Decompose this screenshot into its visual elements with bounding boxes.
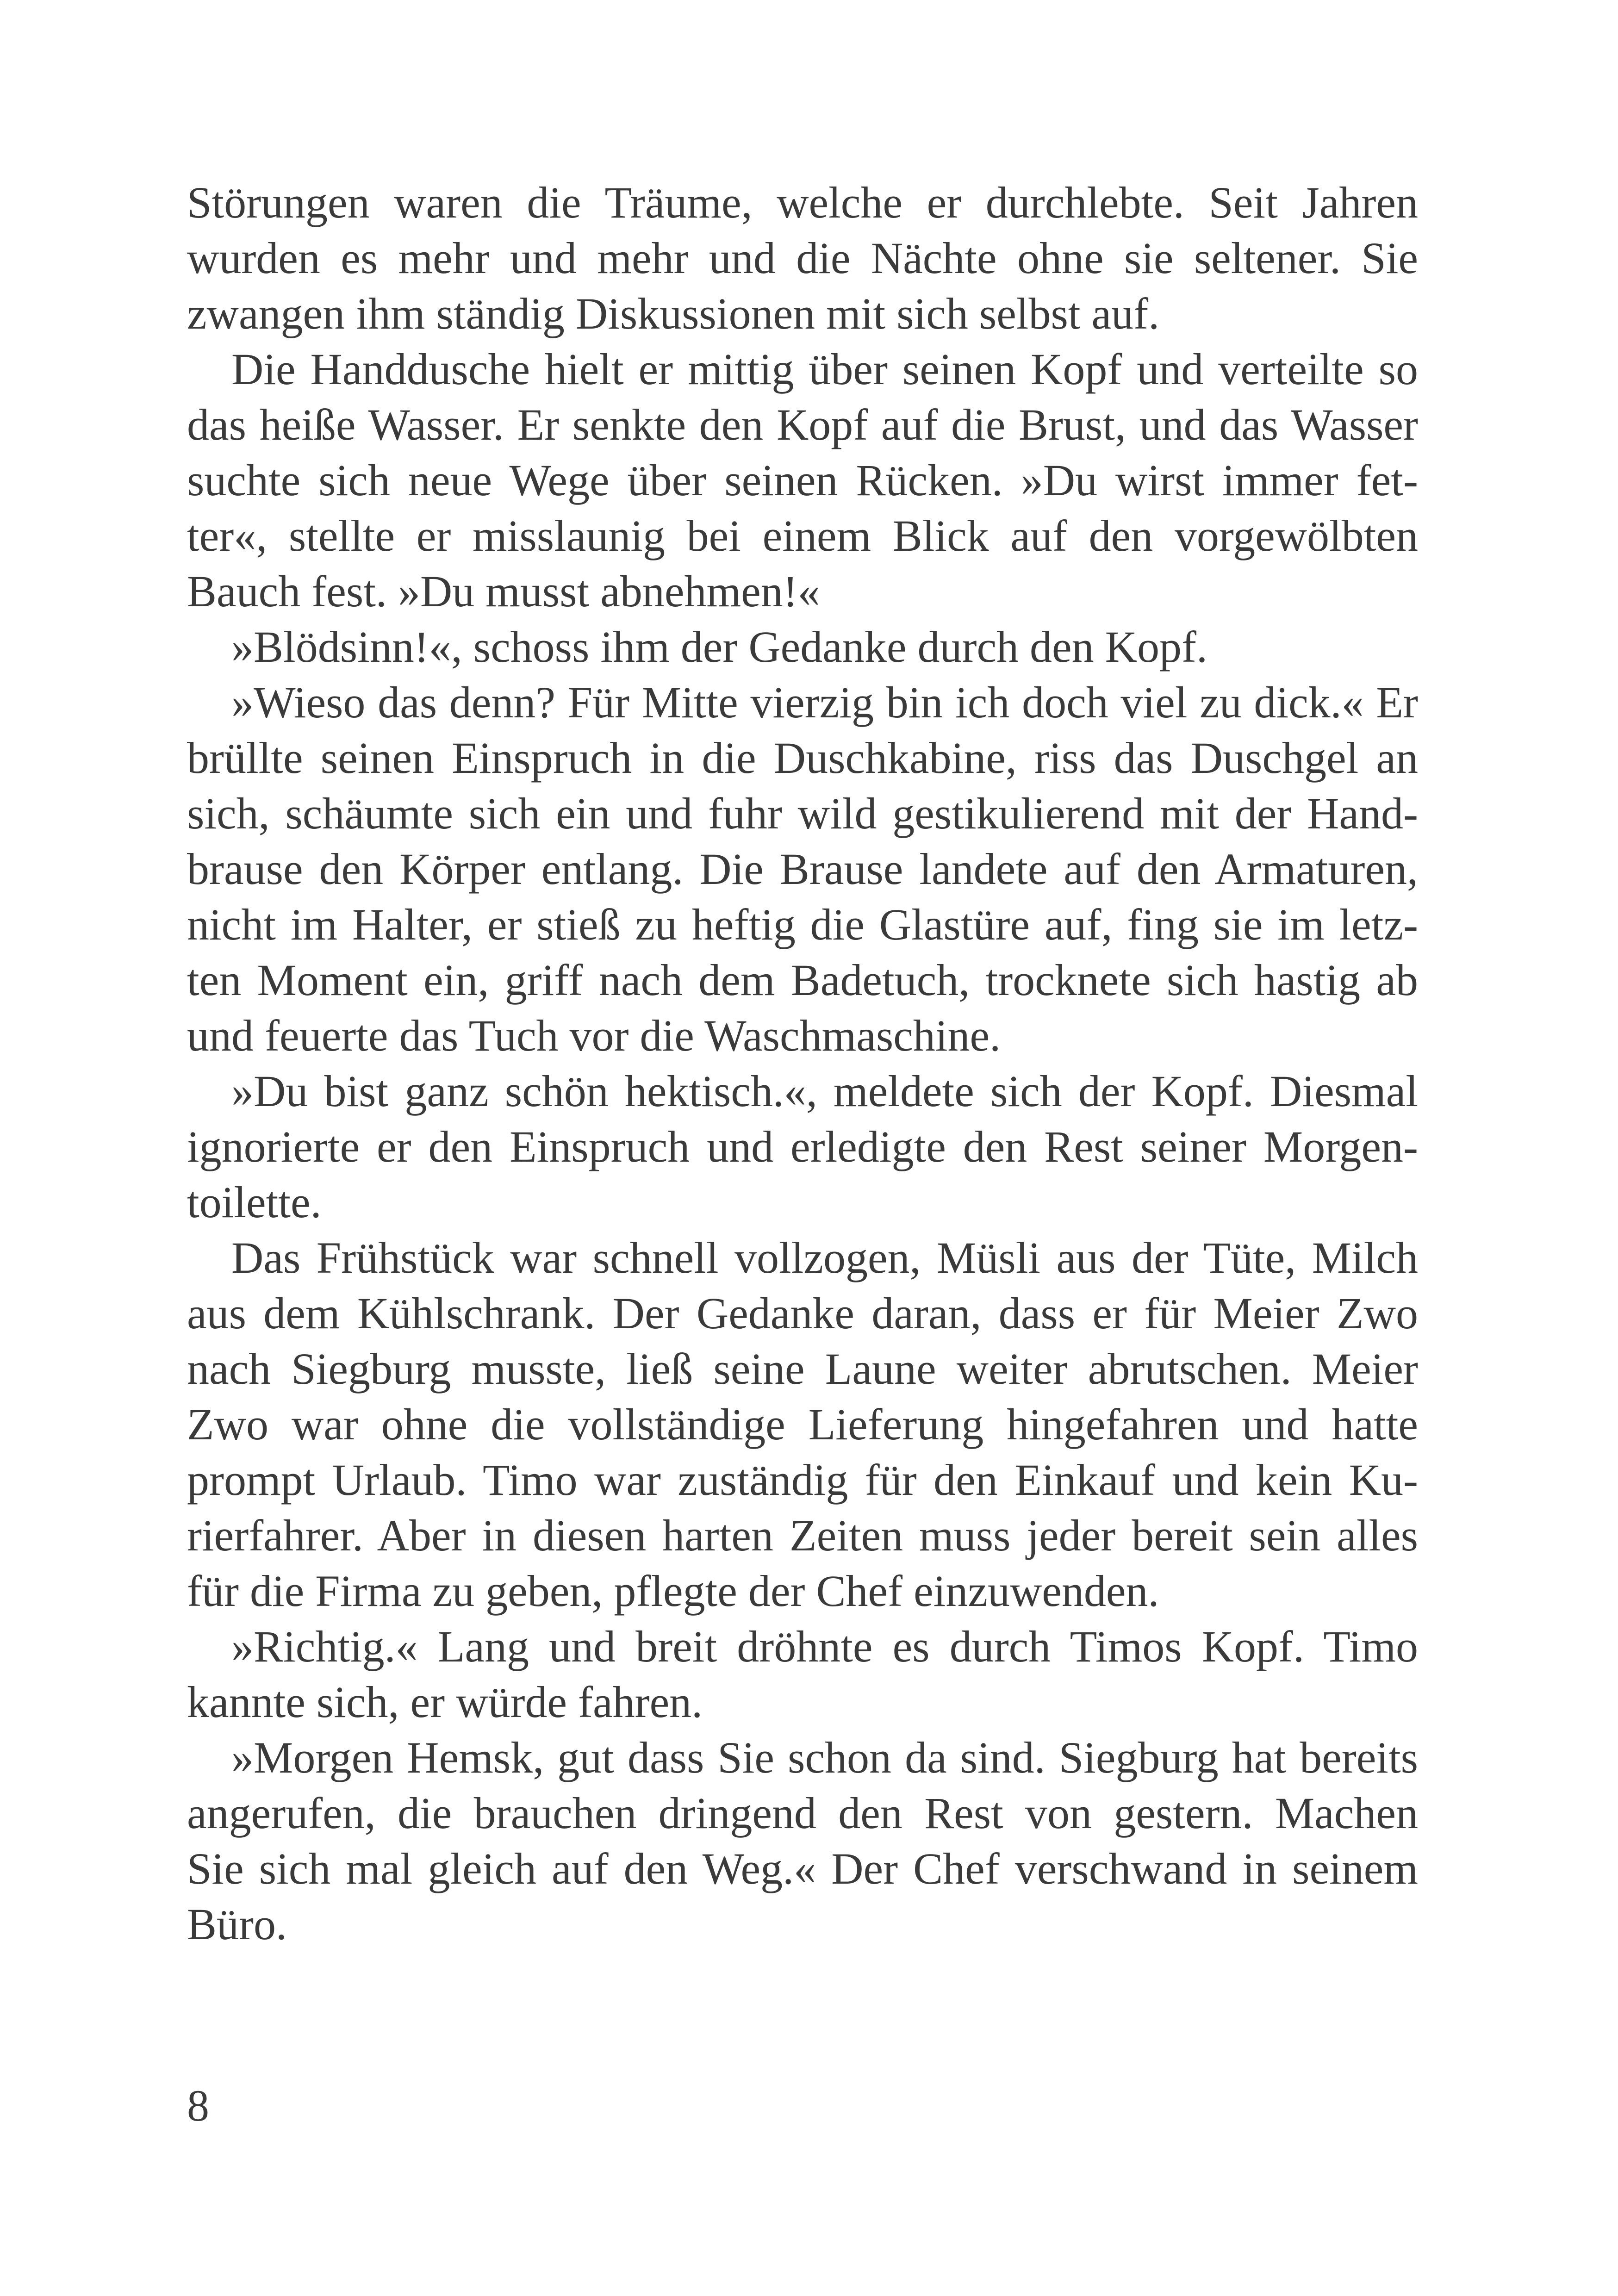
- text-line: brüllte seinen Einspruch in die Duschkabine, riss das Duschgel an: [187, 733, 1418, 783]
- text-line: zwangen ihm ständig Diskussionen mit sich selbst auf.: [187, 289, 1160, 338]
- text-line: Störungen waren die Träume, welche er durchlebte. Seit Jahren: [187, 178, 1418, 227]
- text-line: und feuerte das Tuch vor die Waschmaschine.: [187, 1011, 1001, 1060]
- text-line: ignorierte er den Einspruch und erledigte den Rest seiner Morgen-: [187, 1122, 1418, 1171]
- text-line: prompt Urlaub. Timo war zuständig für den Einkauf und kein Ku-: [187, 1455, 1418, 1505]
- text-line: »Du bist ganz schön hektisch.«, meldete sich der Kopf. Diesmal: [231, 1066, 1418, 1116]
- text-line: sich, schäumte sich ein und fuhr wild gestikulierend mit der Hand-: [187, 789, 1418, 838]
- text-line: kannte sich, er würde fahren.: [187, 1677, 703, 1727]
- text-line: wurden es mehr und mehr und die Nächte ohne sie seltener. Sie: [187, 233, 1418, 283]
- page-number: 8: [187, 2081, 209, 2130]
- text-line: das heiße Wasser. Er senkte den Kopf auf die Brust, und das Wasser: [187, 400, 1418, 449]
- text-line: brause den Körper entlang. Die Brause landete auf den Armaturen,: [187, 844, 1418, 894]
- body-text: [187, 175, 1418, 1952]
- text-line: ter«, stellte er misslaunig bei einem Blick auf den vorgewölbten: [187, 511, 1418, 560]
- text-line: nicht im Halter, er stieß zu heftig die Glastüre auf, fing sie im letz-: [187, 900, 1418, 949]
- text-line: ten Moment ein, griff nach dem Badetuch, trocknete sich hastig ab: [187, 955, 1418, 1005]
- text-line: Die Handdusche hielt er mittig über seinen Kopf und verteilte so: [231, 344, 1418, 394]
- text-line: toilette.: [187, 1177, 322, 1227]
- text-line: Das Frühstück war schnell vollzogen, Müsli aus der Tüte, Milch: [231, 1233, 1418, 1282]
- text-line: Bauch fest. »Du musst abnehmen!«: [187, 566, 820, 616]
- text-line: Büro.: [187, 1899, 287, 1949]
- text-line: aus dem Kühlschrank. Der Gedanke daran, dass er für Meier Zwo: [187, 1288, 1418, 1338]
- text-line: angerufen, die brauchen dringend den Rest von gestern. Machen: [187, 1788, 1418, 1838]
- text-line: suchte sich neue Wege über seinen Rücken. »Du wirst immer fet-: [187, 455, 1418, 505]
- text-line: »Richtig.« Lang und breit dröhnte es durch Timos Kopf. Timo: [231, 1622, 1418, 1671]
- text-line: »Wieso das denn? Für Mitte vierzig bin ich doch viel zu dick.« Er: [231, 678, 1418, 727]
- text-line: rierfahrer. Aber in diesen harten Zeiten muss jeder bereit sein alles: [187, 1511, 1418, 1560]
- text-line: Sie sich mal gleich auf den Weg.« Der Chef verschwand in seinem: [187, 1844, 1418, 1893]
- text-line: nach Siegburg musste, ließ seine Laune weiter abrutschen. Meier: [187, 1344, 1418, 1394]
- text-line: »Morgen Hemsk, gut dass Sie schon da sind. Siegburg hat bereits: [231, 1733, 1418, 1782]
- text-line: »Blödsinn!«, schoss ihm der Gedanke durch den Kopf.: [231, 622, 1207, 672]
- text-line: Zwo war ohne die vollständige Lieferung hingefahren und hatte: [187, 1400, 1418, 1449]
- text-line: für die Firma zu geben, pflegte der Chef einzuwenden.: [187, 1566, 1159, 1616]
